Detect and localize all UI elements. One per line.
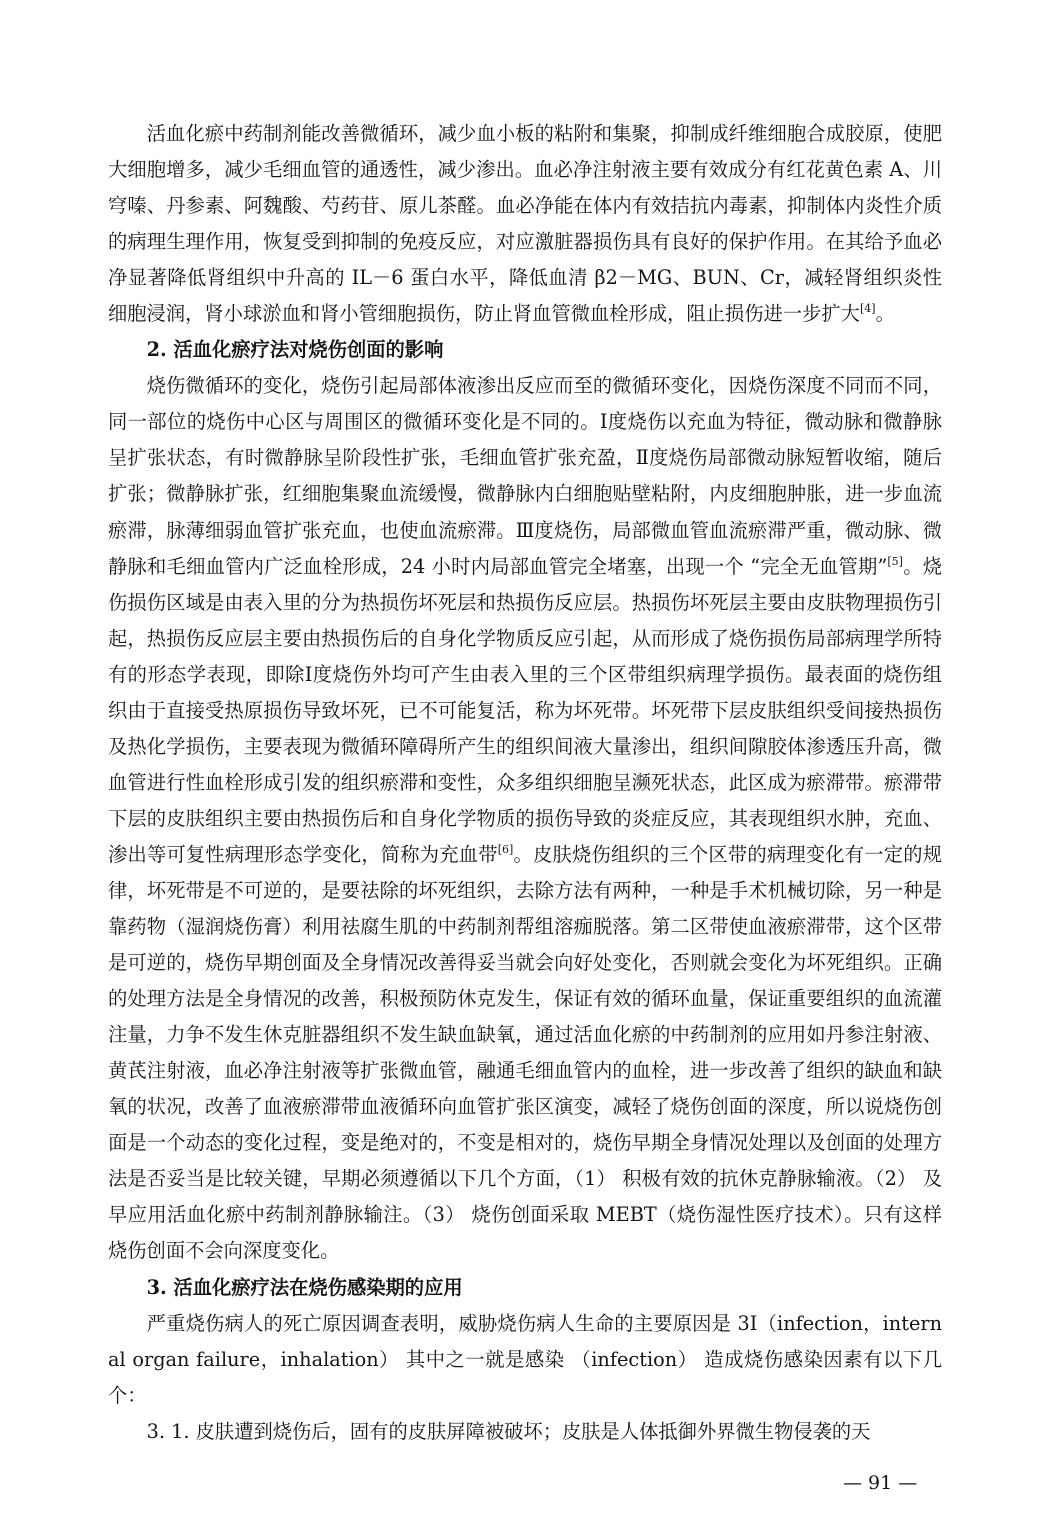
paragraph-2-text-a: 烧伤微循环的变化，烧伤引起局部体液渗出反应而至的微循环变化，因烧伤深度不同而不同，同一部位的烧伤中心区与周围区的微循环变化是不同的。Ⅰ度烧伤以充血为特征，微动脉和微静脉呈扩张状态，有时微静脉呈阶段性扩张，毛细血管扩张充盈，Ⅱ度烧伤局部微动脉短暂收缩，随后扩张；微静脉扩张，红细胞集聚血流缓慢，微静脉内白细胞贴壁粘附，内皮细胞肿胀，进一步血流瘀滞，脉薄细弱血管扩张充血，也使血流瘀滞。Ⅲ度烧伤，局部微血管血流瘀滞严重，微动脉、微静脉和毛细血管内广泛血栓形成，24 小时内局部血管完全堵塞，出现一个 “完全无血管期” — [108, 374, 942, 578]
paragraph-2-text-c: 。皮肤烧伤组织的三个区带的病理变化有一定的规律，坏死带是不可逆的，是要祛除的坏死组织，去除方法有两种，一种是手术机械切除，另一种是靠药物（湿润烧伤膏）利用祛腐生肌的中药制剂帮组溶痂脱落。第二区带使血液瘀滞带，这个区带是可逆的，烧伤早期创面及全身情况改善得妥当就会向好处变化，否则就会变化为坏死组织。正确的处理方法是全身情况的改善，积极预防休克发生，保证有效的循环血量，保证重要组织的血流灌注量，力争不发生休克脏器组织不发生缺血缺氧，通过活血化瘀的中药制剂的应用如丹参注射液、黄芪注射液，血必净注射液等扩张微血管，融通毛细血管内的血栓，进一步改善了组织的缺血和缺氧的状况，改善了血液瘀滞带血液循环向血管扩张区演变，减轻了烧伤创面的深度，所以说烧伤创面是一个动态的变化过程，变是绝对的，不变是相对的，烧伤早期全身情况处理以及创面的处理方法是否妥当是比较关键，早期必须遵循以下几个方面，（1） 积极有效的抗休克静脉输液。（2） 及早应用活血化瘀中药制剂静脉输注。（3） 烧伤创面采取 MEBT（烧伤湿性医疗技术）。只有这样烧伤创面不会向深度变化。 — [108, 842, 942, 1263]
citation-6: [6] — [497, 842, 514, 856]
paragraph-2 — [108, 368, 942, 1269]
paragraph-3: 严重烧伤病人的死亡原因调查表明，威胁烧伤病人生命的主要原因是 3I（infection，internal organ failure，inhalation） 其中之一就是感染 （infection） 造成烧伤感染因素有以下几个： — [108, 1311, 942, 1407]
citation-5: [5] — [887, 554, 903, 568]
paragraph-4: 3. 1. 皮肤遭到烧伤后，固有的皮肤屏障被破坏；皮肤是人体抵御外界微生物侵袭的天 — [146, 1419, 871, 1443]
paragraph-1-text: 活血化瘀中药制剂能改善微循环，减少血小板的粘附和集聚，抑制成纤维细胞合成胶原，使肥大细胞增多，减少毛细血管的通透性，减少渗出。血必净注射液主要有效成分有红花黄色素 A、川穹嗪、丹参素、阿魏酸、芍药苷、原儿茶醛。血必净能在体内有效拮抗内毒素，抑制体内炎性介质的病理生理作用，恢复受到抑制的免疫反应，对应激脏器损伤具有良好的保护作用。在其给予血必净显著降低肾组织中升高的 IL－6 蛋白水平，降低血清 β2－MG、BUN、Cr，减轻肾组织炎性细胞浸润，肾小球淤血和肾小管细胞损伤，防止肾血管微血栓形成，阻止损伤进一步扩大 — [108, 122, 942, 326]
paragraph-2-text-b: 。烧伤损伤区域是由表入里的分为热损伤坏死层和热损伤反应层。热损伤坏死层主要由皮肤物理损伤引起，热损伤反应层主要由热损伤后的自身化学物质反应引起，从而形成了烧伤损伤局部病理学所特有的形态学表现，即除Ⅰ度烧伤外均可产生由表入里的三个区带组织病理学损伤。最表面的烧伤组织由于直接受热原损伤导致坏死，已不可能复活，称为坏死带。坏死带下层皮肤组织受间接热损伤及热化学损伤，主要表现为微循环障碍所产生的组织间液大量渗出，组织间隙胶体渗透压升高，微血管进行性血栓形成引发的组织瘀滞和变性，众多组织细胞呈濒死状态，此区成为瘀滞带。瘀滞带下层的皮肤组织主要由热损伤后和自身化学物质的损伤导致的炎症反应，其表现组织水肿，充血、渗出等可复性病理形态学变化，简称为充血带 — [108, 554, 942, 866]
page-body — [108, 116, 942, 1450]
section-heading-2: 2. 活血化瘀疗法对烧伤创面的影响 — [146, 338, 444, 362]
citation-4: [4] — [859, 302, 876, 316]
page-number: — 91 — — [843, 1472, 918, 1494]
section-heading-3: 3. 活血化瘀疗法在烧伤感染期的应用 — [146, 1275, 463, 1299]
paragraph-1-end: 。 — [875, 302, 895, 326]
paragraph-1 — [108, 116, 942, 332]
